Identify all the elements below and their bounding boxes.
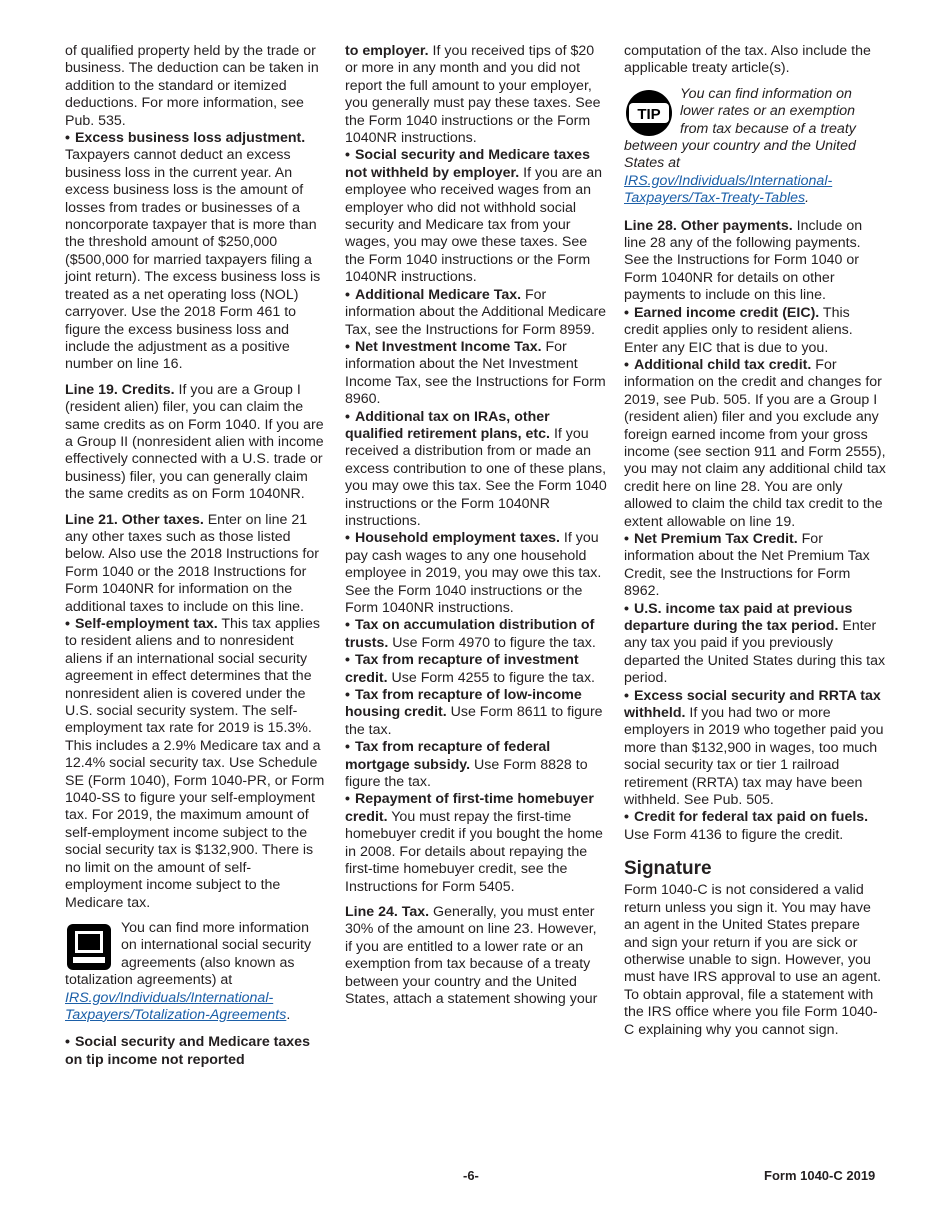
bullet: •	[624, 600, 629, 617]
item-text: If you received tips of $20 or more in any month and you did not report the full amount to your employer, you generally must pay these taxes. See the Form 1040 instructions or the Form 1040NR instructions.	[345, 43, 601, 147]
list-item-excess-business-loss	[65, 130, 327, 374]
item-text: Use Form 8828 to figure the tax.	[345, 756, 588, 791]
section-heading: Line 19. Credits.	[65, 381, 175, 398]
list-item-recapture-mortgage	[345, 739, 607, 791]
note-end: .	[286, 1006, 291, 1023]
totalization-agreements-link[interactable]: IRS.gov/Individuals/International-Taxpayers/Totalization-Agreements	[65, 989, 287, 1023]
section-line-28	[624, 218, 886, 305]
item-title: Credit for federal tax paid on fuels.	[633, 809, 869, 826]
computer-icon	[65, 922, 115, 972]
list-item-household-employment	[345, 530, 607, 617]
section-text: Generally, you must enter 30% of the amount on line 23. However, if you are entitled to a lower rate or an exemption from tax because of a treaty between your country and the United States, attach a statement showing your	[345, 903, 598, 1007]
item-text: Use Form 4255 to figure the tax.	[387, 669, 595, 686]
section-heading: Line 28. Other payments.	[624, 217, 793, 234]
note-text: You can find more information on international social security agreements (also known as totalization agreements) at	[65, 919, 312, 989]
item-title: Net Premium Tax Credit.	[633, 530, 798, 547]
bullet: •	[345, 739, 350, 756]
item-title: Tax from recapture of low-income housing credit.	[345, 687, 582, 721]
item-title: to employer.	[345, 43, 429, 59]
tax-treaty-tables-link[interactable]: IRS.gov/Individuals/International-Taxpayers/Tax-Treaty-Tables	[624, 172, 833, 207]
section-text: Enter on line 21 any other taxes such as those listed below. Also use the 2018 Instructions for Form 1040 or the 2018 Instructions for Form 1040NR for information on the additional taxes to include on this line.	[65, 511, 319, 615]
item-title: Household employment taxes.	[354, 530, 560, 547]
bullet: •	[624, 530, 629, 547]
item-text: For information on the credit and changes for 2019, see Pub. 505. If you are a Group I (resident alien) filer and you exclude any foreign earned income from your gross income (see section 911 and Form 2555), you may not claim any additional child tax credit here on line 28. You are only allowed to claim the child tax credit to the extent allowable on line 19.	[624, 356, 886, 530]
item-title: Excess business loss adjustment.	[74, 130, 306, 147]
item-title: Tax on accumulation distribution of trusts.	[345, 617, 595, 651]
list-item-niit	[345, 339, 607, 409]
item-title: Net Investment Income Tax.	[354, 338, 542, 355]
bullet: •	[345, 286, 350, 303]
item-text: For information about the Net Investment Income Tax, see the Instructions for Form 8960.	[345, 338, 606, 408]
item-text: If you received a distribution from or made an excess contribution to one of these plans, you may owe this tax. See the Form 1040 instructions or the Form 1040NR instructions.	[345, 425, 607, 529]
item-title: Additional child tax credit.	[633, 356, 812, 373]
item-text: For information about the Net Premium Tax Credit, see the Instructions for Form 8962.	[624, 530, 870, 600]
item-title: Additional Medicare Tax.	[354, 286, 522, 303]
list-item-ss-medicare-not-withheld	[345, 147, 607, 286]
bullet: •	[65, 130, 70, 147]
section-heading: Line 21. Other taxes.	[65, 511, 204, 528]
item-text: Use Form 8611 to figure the tax.	[345, 704, 603, 738]
form-identifier: Form 1040-C 2019	[764, 1168, 876, 1183]
list-item-accumulation-distribution	[345, 617, 607, 652]
section-heading: Line 24. Tax.	[345, 903, 430, 920]
list-item-previous-departure	[624, 601, 886, 688]
bullet: •	[345, 338, 350, 355]
column-right	[624, 43, 886, 1039]
bullet: •	[345, 687, 350, 704]
paragraph-to-employer	[345, 43, 607, 147]
item-text: Use Form 4136 to figure the credit.	[624, 826, 844, 843]
bullet: •	[65, 616, 70, 632]
item-title: Social security and Medicare taxes not withheld by employer.	[345, 147, 590, 181]
list-item-actc	[624, 357, 886, 531]
item-text: For information about the Additional Medicare Tax, see the Instructions for Form 8959.	[345, 286, 607, 338]
item-text: If you pay cash wages to any one household employee in 2019, you may owe this tax. See the Form 1040 instructions or the Form 1040NR instructions.	[345, 530, 602, 616]
item-title: Additional tax on IRAs, other qualified retirement plans, etc.	[345, 408, 550, 442]
section-line-24	[345, 904, 607, 1008]
bullet: •	[345, 652, 350, 669]
item-title: Tax from recapture of investment credit.	[345, 652, 579, 686]
item-title: U.S. income tax paid at previous departure during the tax period.	[624, 600, 853, 634]
list-item-recapture-investment	[345, 652, 607, 687]
item-text: If you are an employee who received wages from an employer who did not withhold social security and Medicare tax from your wages, you may owe these taxes. See the Form 1040 instructions or the Form 1040NR instructions.	[345, 164, 603, 286]
item-text: Enter any tax you paid if you previously departed the United States during this tax period.	[624, 618, 886, 687]
item-title: Earned income credit (EIC).	[633, 304, 820, 321]
item-title: Social security and Medicare taxes on tip income not reported	[65, 1034, 310, 1068]
list-item-eic	[624, 305, 886, 357]
page-number: -6-	[463, 1168, 479, 1183]
column-middle	[345, 43, 607, 1008]
item-title: Excess social security and RRTA tax withheld.	[624, 687, 881, 722]
tip-end: .	[805, 190, 810, 207]
bullet: •	[65, 1034, 70, 1051]
section-text: If you are a Group I (resident alien) filer, you can claim the same credits as on Form 1040. If you are a Group II (nonresident alien with income effectively connected with a U.S. trade or business) filer, you can generally claim the same credits as on Form 1040NR.	[65, 381, 324, 503]
bullet: •	[345, 617, 350, 634]
list-item-tip-income	[65, 1034, 327, 1069]
item-title: Self-employment tax.	[74, 616, 218, 632]
bullet: •	[345, 408, 350, 425]
item-text: Use Form 4970 to figure the tax.	[388, 634, 596, 651]
item-text: You must repay the first-time homebuyer credit if you bought the home in 2008. For details about repaying the first-time homebuyer credit, see the Instructions for Form 5405.	[345, 808, 603, 895]
section-line-21	[65, 512, 327, 616]
item-text: Taxpayers cannot deduct an excess business loss in the current year. An excess business loss is the amount of losses from trades or businesses of a noncorporate taxpayer that is more than the threshold amount of $250,000 ($500,000 for married taxpayers filing a joint return). The excess business loss is treated as a net operating loss (NOL) carryover. Use the 2018 Form 461 to figure the excess business loss and include the adjustment as a positive number on line 16.	[65, 147, 321, 373]
bullet: •	[624, 687, 629, 704]
bullet: •	[624, 304, 629, 321]
item-title: Repayment of first-time homebuyer credit.	[345, 791, 594, 825]
signature-text: Form 1040-C is not considered a valid return unless you sign it. You may have an agent in the United States prepare and sign your return if you are sick or otherwise unable to sign. However, you must have IRS approval to use an agent. To obtain approval, file a statement with the IRS office where you file Form 1040-C explaining why you cannot sign.	[624, 882, 882, 1038]
list-item-ira-tax	[345, 409, 607, 531]
item-text: This tax applies to resident aliens and to nonresident aliens if an international social security agreement in effect determines that the nonresident alien is covered under the U.S. social security system. The self-employment tax rate for 2019 is 15.3%. This includes a 2.9% Medicare tax and a 12.4% social security tax. Use Schedule SE (Form 1040), Form 1040-PR, or Form 1040-SS to figure your self-employment tax. For 2019, the maximum amount of self-employment income subject to the social security tax is $132,900. There is no limit on the amount of self-employment income subject to the Medicare tax.	[65, 616, 325, 911]
bullet: •	[624, 356, 629, 373]
list-item-excess-ss-rrta	[624, 688, 886, 810]
section-line-19	[65, 382, 327, 504]
signature-heading: Signature	[624, 858, 712, 880]
tip-text: You can find information on lower rates or an exemption from tax because of a treaty between your country and the United States at	[624, 85, 856, 172]
paragraph-qualified-property: of qualified property held by the trade or business. The deduction can be taken in addition to the standard or itemized deductions. For more information, see Pub. 535.	[65, 43, 319, 129]
tip-note	[624, 86, 886, 208]
bullet: •	[345, 791, 350, 808]
bullet: •	[624, 809, 629, 826]
column-left	[65, 43, 327, 1069]
paragraph-treaty-article: computation of the tax. Also include the applicable treaty article(s).	[624, 43, 871, 77]
item-text: If you had two or more employers in 2019 who together paid you more than $132,900 in wages, too much social security tax or tier 1 railroad retirement (RRTA) tax may have been withheld. See Pub. 505.	[624, 705, 884, 809]
tip-icon	[624, 88, 674, 138]
list-item-self-employment-tax	[65, 616, 327, 912]
list-item-fuel-credit	[624, 809, 886, 844]
section-text: Include on line 28 any of the following payments. See the Instructions for Form 1040 or Form 1040NR for details on other payments to include on this line.	[624, 217, 863, 304]
list-item-additional-medicare	[345, 287, 607, 339]
bullet: •	[345, 147, 350, 164]
computer-note	[65, 920, 327, 1024]
list-item-net-premium	[624, 531, 886, 601]
list-item-homebuyer-credit	[345, 791, 607, 895]
tip-label: TIP	[637, 105, 661, 123]
item-title: Tax from recapture of federal mortgage subsidy.	[345, 739, 551, 773]
bullet: •	[345, 530, 350, 547]
list-item-recapture-low-income	[345, 687, 607, 739]
item-text: This credit applies only to resident aliens. Enter any EIC that is due to you.	[624, 304, 853, 356]
